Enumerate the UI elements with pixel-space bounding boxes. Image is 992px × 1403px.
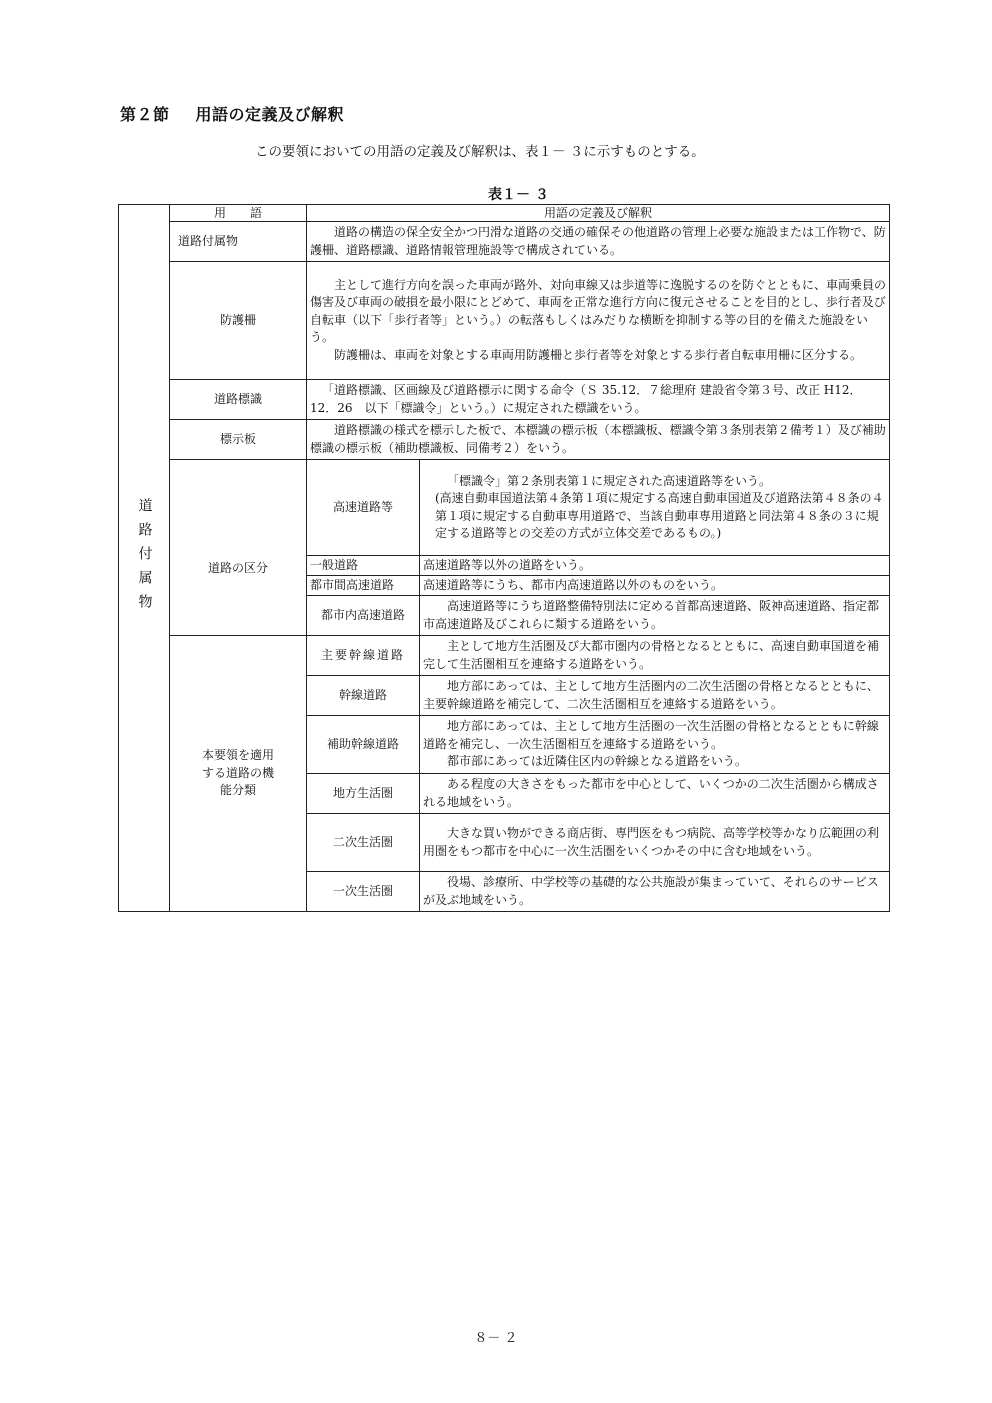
subterm-text: 主要幹線道路 [321, 647, 406, 662]
subterm-cell: 一般道路 [307, 556, 420, 576]
subterm-cell: 都市内高速道路 [307, 596, 420, 636]
term-cell: 防護柵 [170, 262, 307, 380]
definition-text: 防護柵は、車両を対象とする車両用防護柵と歩行者等を対象とする歩行者自転車用柵に区分する。 [334, 347, 863, 362]
definition-cell [307, 222, 890, 262]
table-row [119, 460, 890, 556]
definition-text: 地方部にあっては、主として地方生活圏の一次生活圏の骨格となるとともに幹線道路を補完し、一次生活圏相互を連絡する道路をいう。 [423, 719, 879, 751]
definition-cell [420, 774, 890, 814]
subterm-cell: 幹線道路 [307, 676, 420, 716]
term-cell [170, 636, 307, 912]
definition-cell [420, 872, 890, 912]
header-row [119, 205, 890, 222]
definition-text: ある程度の大きさをもった都市を中心として、いくつかの二次生活圏から構成される地域をいう。 [423, 777, 879, 809]
table-row [119, 222, 890, 262]
section-heading [120, 102, 344, 125]
section-title: 用語の定義及び解釈 [195, 105, 345, 124]
section-number: 第２節 [120, 105, 170, 124]
term-cell: 道路の区分 [170, 460, 307, 636]
subterm-cell: 地方生活圏 [307, 774, 420, 814]
term-cell: 標示板 [170, 420, 307, 460]
term-cell: 道路付属物 [170, 222, 307, 262]
definition-text: 「道路標識、区画線及び道路標示に関する命令（Ｓ 35.12．７総理府 建設省令第３号、改正 H12．12．26 以下「標識令」という。）に規定された標識をいう。 [310, 383, 862, 415]
definition-cell: 高速道路等以外の道路をいう。 [420, 556, 890, 576]
definition-cell [420, 460, 890, 556]
definition-cell [307, 420, 890, 460]
definition-cell [420, 676, 890, 716]
definition-cell [307, 380, 890, 420]
definition-text: 大きな買い物ができる商店街、専門医をもつ病院、高等学校等かなり広範囲の利用圏をもつ都市を中心に一次生活圏をいくつかその中に含む地域をいう。 [423, 826, 880, 858]
definition-text: 高速道路等にうち道路整備特別法に定める首都高速道路、阪神高速道路、指定都市高速道路及びこれらに類する道路をいう。 [423, 599, 880, 631]
subterm-cell: 都市間高速道路 [307, 576, 420, 596]
page-number: ８－ ２ [474, 1331, 518, 1346]
definition-text: 主として地方生活圏及び大都市圏内の骨格となるとともに、高速自動車国道を補完して生活圏相互を連絡する道路をいう。 [423, 639, 880, 671]
definition-cell [420, 814, 890, 872]
definition-text: 役場、診療所、中学校等の基礎的な公共施設が集まっていて、それらのサービスが及ぶ地域をいう。 [423, 875, 879, 907]
table-caption: 表１－ ３ [488, 187, 549, 203]
definition-cell: 高速道路等にうち、都市内高速道路以外のものをいう。 [420, 576, 890, 596]
term-text: 本要領を適用する道路の機能分類 [201, 748, 274, 798]
term-cell: 道路標識 [170, 380, 307, 420]
table-row [119, 636, 890, 676]
category-cell [119, 205, 170, 912]
definition-cell [420, 596, 890, 636]
definition-text: 地方部にあっては、主として地方生活圏内の二次生活圏の骨格となるとともに、主要幹線道路を補完して、二次生活圏相互を連絡する道路をいう。 [423, 679, 879, 711]
definition-text: (高速自動車国道法第４条第１項に規定する高速自動車国道及び道路法第４８条の４第１項に規定する自動車専用道路で、当該自動車専用道路と同法第４８条の３に規定する道路等との交差の方式が立体交差であるもの。) [435, 491, 884, 540]
header-term: 用 語 [170, 205, 307, 222]
subterm-cell [307, 636, 420, 676]
definition-text: 「標識令」第２条別表第１に規定された高速道路等をいう。 [447, 473, 772, 488]
table-row [119, 262, 890, 380]
subterm-cell: 補助幹線道路 [307, 716, 420, 774]
definition-cell [307, 262, 890, 380]
definition-text: 道路標識の様式を標示した板で、本標識の標示板（本標識板、標識令第３条別表第２備考１）及び補助標識の標示板（補助標識板、同備考２）をいう。 [310, 423, 886, 455]
definitions-table [118, 204, 890, 912]
header-definition: 用語の定義及び解釈 [307, 205, 890, 222]
category-label: 道路付属物 [136, 498, 153, 618]
intro-text: この要領においての用語の定義及び解釈は、表１－ ３に示すものとする。 [255, 144, 705, 160]
subterm-cell: 二次生活圏 [307, 814, 420, 872]
subterm-cell: 一次生活圏 [307, 872, 420, 912]
table-row [119, 420, 890, 460]
definition-cell [420, 636, 890, 676]
definition-text: 主として進行方向を誤った車両が路外、対向車線又は歩道等に逸脱するのを防ぐとともに、車両乗員の傷害及び車両の破損を最小限にとどめて、車両を正常な進行方向に復元させることを目的とし、歩行者及び自転車（以下「歩行者等」という。）の転落もしくはみだりな横断を抑制する等の目的を備えた施設をいう。 [310, 277, 887, 345]
definition-text: 道路の構造の保全安全かつ円滑な道路の交通の確保その他道路の管理上必要な施設または工作物で、防護柵、道路標識、道路情報管理施設等で構成されている。 [310, 225, 886, 257]
subterm-cell: 高速道路等 [307, 460, 420, 556]
definition-cell [420, 716, 890, 774]
definition-text: 都市部にあっては近隣住区内の幹線となる道路をいう。 [447, 754, 747, 769]
table-row [119, 380, 890, 420]
